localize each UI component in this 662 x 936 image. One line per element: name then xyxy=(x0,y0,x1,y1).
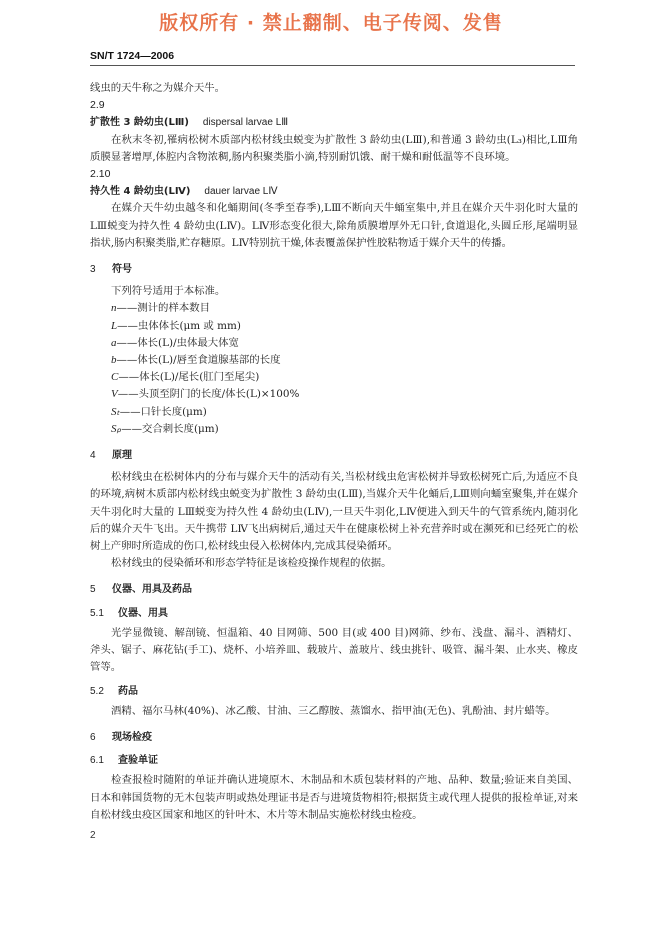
subsection-title: 药品 xyxy=(118,685,138,697)
section-title: 现场检疫 xyxy=(112,731,152,743)
symbol-definition: ——体长(L)/唇至食道腺基部的长度 xyxy=(116,354,281,367)
symbol-item xyxy=(111,318,578,335)
term-heading xyxy=(90,114,578,131)
symbol-letter: Sₜ xyxy=(111,405,120,418)
term-chinese: 扩散性 3 龄幼虫(LⅢ) xyxy=(90,117,189,129)
symbol-letter: Sₚ xyxy=(111,422,122,435)
subsection-number: 5.1 xyxy=(90,607,104,619)
equipment-paragraph: 光学显微镜、解剖镜、恒温箱、40 目网筛、500 目(或 400 目)网筛、纱布、浅盘、漏斗、酒精灯、斧头、锯子、麻花钻(手工)、烧杯、小培养皿、载玻片、盖玻片、线虫挑针、吸管、漏斗架、止水夹、橡皮管等。 xyxy=(90,626,578,674)
subsection-heading xyxy=(90,752,578,769)
term-english: dispersal larvae LⅢ xyxy=(202,117,289,129)
subsection-heading xyxy=(90,683,578,700)
symbol-item xyxy=(111,335,578,352)
symbol-letter: a xyxy=(111,336,117,349)
symbol-definition: ——虫体体长(μm 或 mm) xyxy=(117,319,241,332)
symbol-letter: V xyxy=(111,388,118,401)
symbol-letter: b xyxy=(111,354,117,367)
section-heading xyxy=(90,581,578,598)
term-english: dauer larvae LⅣ xyxy=(204,186,278,198)
term-chinese: 持久性 4 龄幼虫(LⅣ) xyxy=(90,186,191,198)
subsection-title: 仪器、用具 xyxy=(118,607,168,619)
term-definition: 在媒介天牛幼虫越冬和化蛹期间(冬季至春季),LⅢ不断向天牛蛹室集中,并且在媒介天牛羽化时大量的 LⅢ蜕变为持久性 4 龄幼虫(LⅣ)。LⅣ形态变化很大,除角质膜增厚外无口针,食道退化,头圆丘形,尾端明显指状,肠内积聚类脂,贮存糖原。LⅣ特别抗干燥,体表覆盖保护性胶粘物适于媒介天牛的传播。 xyxy=(90,202,578,249)
term-heading xyxy=(90,183,578,200)
section-heading xyxy=(90,261,578,278)
section-title: 仪器、用具及药品 xyxy=(112,584,192,596)
section-number: 3 xyxy=(90,264,96,276)
symbol-list xyxy=(90,300,578,438)
section-title: 原理 xyxy=(112,450,132,462)
section-number: 6 xyxy=(90,731,96,743)
section-heading xyxy=(90,729,578,746)
document-body xyxy=(90,80,578,824)
watermark-banner: 版权所有 · 禁止翻制、电子传阅、发售 xyxy=(159,12,503,34)
term-number: 2.10 xyxy=(90,168,111,181)
standard-number: SN/T 1724—2006 xyxy=(90,50,175,62)
document-check-paragraph: 检查报检时随附的单证并确认进境原木、木制品和木质包装材料的产地、品种、数量;验证来自美国、日本和韩国货物的无木包装声明或热处理证书是否与进境货物相符;根据货主或代理人提供的报检单证,对来自松材线虫疫区国家和地区的针叶木、木片等木制品实施松材线虫检疫。 xyxy=(90,774,578,821)
section-number: 4 xyxy=(90,450,96,462)
symbol-definition: ——体长(L)/虫体最大体宽 xyxy=(116,336,239,349)
section-title: 符号 xyxy=(112,264,132,276)
section-number: 5 xyxy=(90,584,96,596)
term-number: 2.9 xyxy=(90,99,105,112)
symbol-letter: L xyxy=(111,319,118,332)
section-heading xyxy=(90,447,578,464)
header-rule xyxy=(90,65,575,66)
subsection-heading xyxy=(90,605,578,622)
symbol-item xyxy=(111,369,578,386)
reagents-paragraph: 酒精、福尔马林(40%)、冰乙酸、甘油、三乙醇胺、蒸馏水、指甲油(无色)、乳酚油、封片蜡等。 xyxy=(111,704,556,717)
page-number: 2 xyxy=(90,830,96,841)
symbol-item xyxy=(111,300,578,317)
symbol-item xyxy=(111,421,578,438)
symbols-intro: 下列符号适用于本标准。 xyxy=(111,285,226,298)
symbol-definition: ——头顶至阴门的长度/体长(L)×100% xyxy=(117,388,300,401)
subsection-number: 6.1 xyxy=(90,755,104,767)
principle-paragraph: 松材线虫在松树体内的分布与媒介天牛的活动有关,当松材线虫危害松树并导致松树死亡后,为适应不良的环境,病树木质部内松材线虫蜕变为扩散性 3 龄幼虫(LⅢ),当媒介天牛化蛹后,LⅢ则向蛹室聚集,并在媒介天牛羽化时大量的 LⅢ蜕变为持久性 4 龄幼虫(LⅣ),一旦天牛羽化,LⅣ便进入到天牛的气管系统内,随羽化后的媒介天牛飞出。天牛携带 LⅣ飞出病树后,通过天牛在健康松树上补充营养时或在濒死和已经死亡的松树上产卵时所造成的伤口,松材线虫侵入松树体内,完成其侵染循环。 xyxy=(90,471,578,553)
symbol-letter: n xyxy=(111,302,117,315)
intro-paragraph: 线虫的天牛称之为媒介天牛。 xyxy=(90,82,226,94)
principle-paragraph: 松材线虫的侵染循环和形态学特征是该检疫操作规程的依据。 xyxy=(111,557,392,570)
symbol-definition: ——交合刺长度(μm) xyxy=(121,422,219,435)
subsection-title: 查验单证 xyxy=(118,755,158,767)
symbol-item xyxy=(111,404,578,421)
symbol-definition: ——测计的样本数目 xyxy=(116,302,211,315)
symbol-item xyxy=(111,352,578,369)
symbol-definition: ——口针长度(μm) xyxy=(119,405,207,418)
subsection-number: 5.2 xyxy=(90,685,104,697)
symbol-item xyxy=(111,386,578,403)
symbol-letter: C xyxy=(111,371,119,384)
term-definition: 在秋末冬初,罹病松树木质部内松材线虫蜕变为扩散性 3 龄幼虫(LⅢ),和普通 3 龄幼虫(L₃)相比,LⅢ角质膜显著增厚,体腔内含物浓稠,肠内积聚类脂小滴,特别耐饥饿、耐干燥和耐低温等不良环境。 xyxy=(90,133,578,163)
symbol-definition: ——体长(L)/尾长(肛门至尾尖) xyxy=(118,371,260,384)
